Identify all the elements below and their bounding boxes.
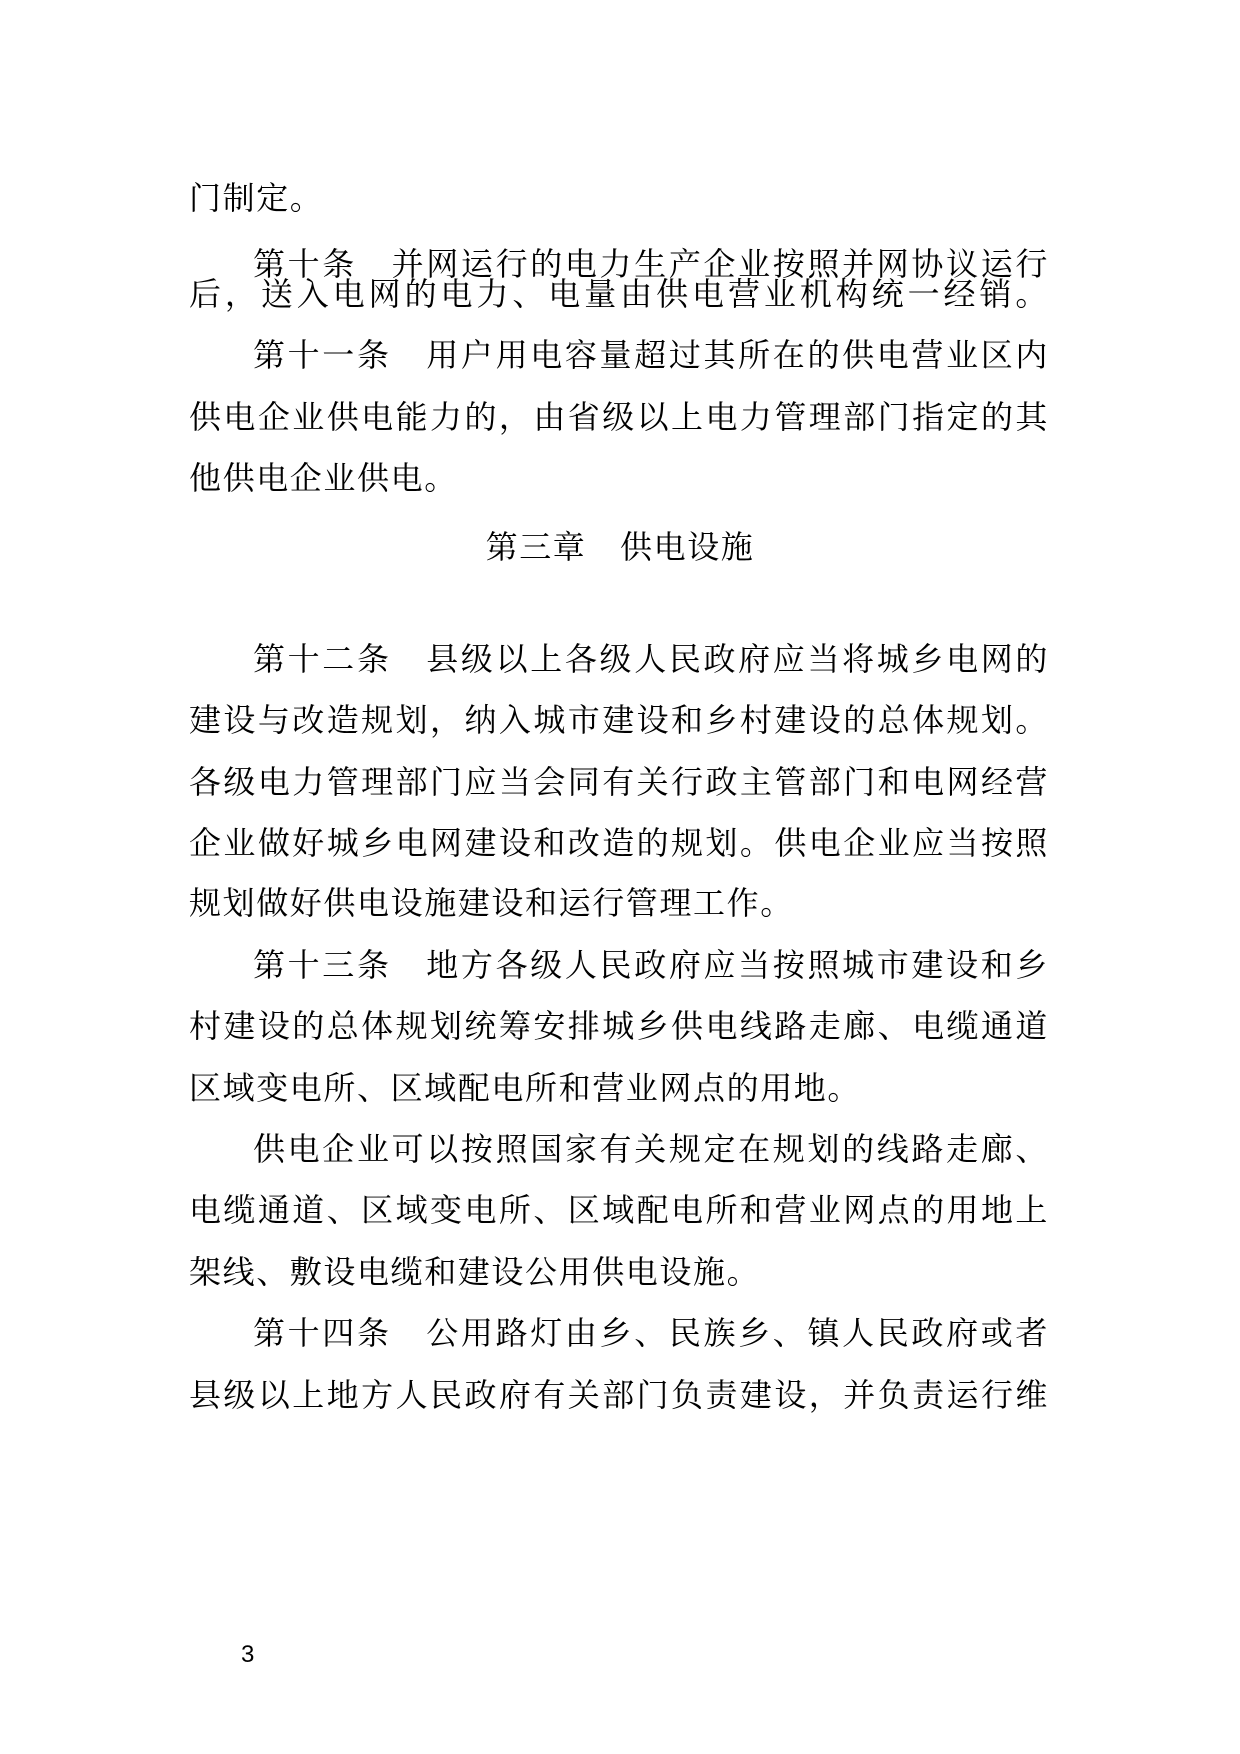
text-line: 第十一条 用户用电容量超过其所在的供电营业区内 — [253, 336, 1049, 374]
chapter-title: 第三章 供电设施 — [485, 528, 755, 566]
text-line: 架线、敷设电缆和建设公用供电设施。 — [189, 1253, 761, 1291]
text-line: 建设与改造规划，纳入城市建设和乡村建设的总体规划。 — [189, 701, 1049, 739]
text-line: 第十三条 地方各级人民政府应当按照城市建设和乡 — [253, 946, 1049, 984]
text-line: 他供电企业供电。 — [189, 459, 458, 497]
text-line: 各级电力管理部门应当会同有关行政主管部门和电网经营 — [189, 763, 1049, 801]
page-number: 3 — [241, 1641, 255, 1668]
text-line: 第十四条 公用路灯由乡、民族乡、镇人民政府或者 — [253, 1314, 1049, 1352]
text-line: 电缆通道、区域变电所、区域配电所和营业网点的用地上 — [189, 1191, 1049, 1229]
text-line: 区域变电所、区域配电所和营业网点的用地。 — [189, 1069, 862, 1107]
text-line: 县级以上地方人民政府有关部门负责建设，并负责运行维 — [189, 1376, 1049, 1414]
text-line: 门制定。 — [189, 179, 324, 217]
text-line: 后，送入电网的电力、电量由供电营业机构统一经销。 — [189, 275, 1049, 313]
text-line: 供电企业供电能力的，由省级以上电力管理部门指定的其 — [189, 398, 1049, 436]
text-line: 第十条 并网运行的电力生产企业按照并网协议运行 — [253, 245, 1049, 283]
text-line: 村建设的总体规划统筹安排城乡供电线路走廊、电缆通道 — [189, 1007, 1049, 1045]
text-line: 供电企业可以按照国家有关规定在规划的线路走廊、 — [253, 1130, 1049, 1168]
text-line: 规划做好供电设施建设和运行管理工作。 — [189, 884, 794, 922]
text-line: 第十二条 县级以上各级人民政府应当将城乡电网的 — [253, 640, 1049, 678]
text-line: 企业做好城乡电网建设和改造的规划。供电企业应当按照 — [189, 824, 1049, 862]
